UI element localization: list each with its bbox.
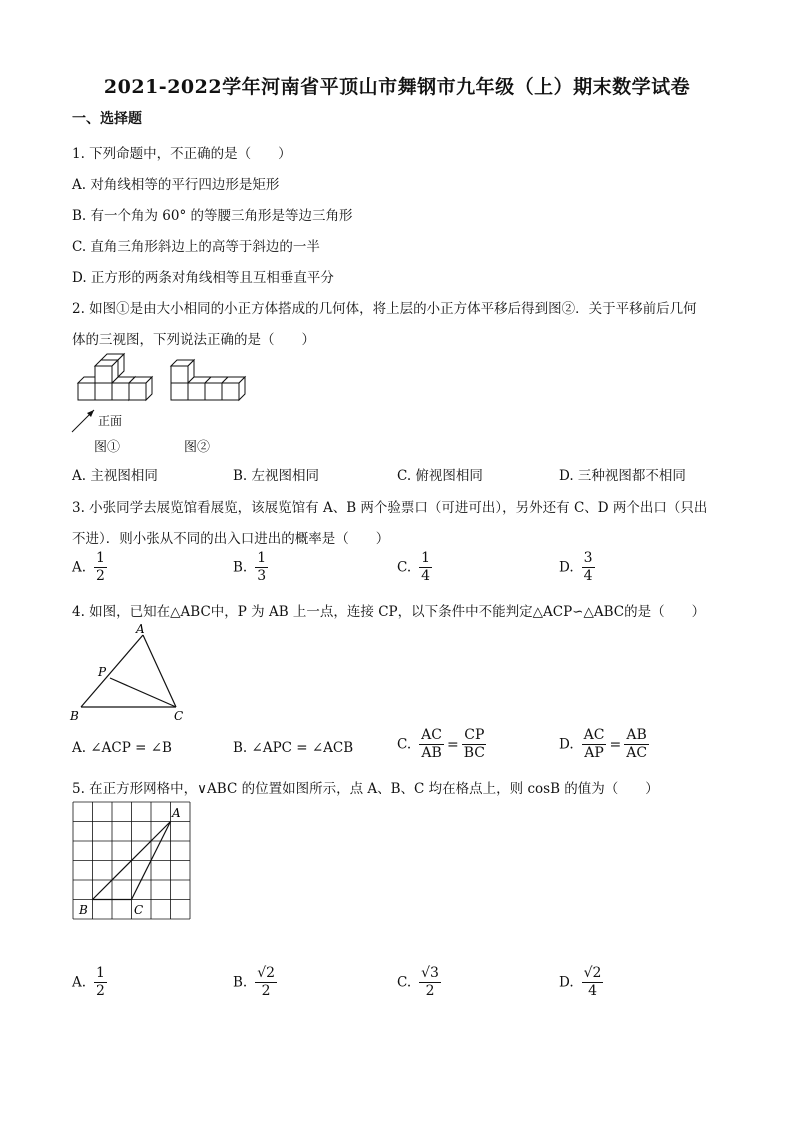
q2-option-a[interactable]: A. 主视图相同 bbox=[72, 468, 158, 484]
q4-c-frac1: $\frac{AC}{AB}$ bbox=[421, 727, 442, 762]
q5-d-fraction: $\frac{√2}{4}$ bbox=[583, 965, 602, 1000]
grid-point-b-label: B bbox=[79, 903, 88, 917]
q5-b-label: B. bbox=[233, 974, 248, 991]
q5-a-label: A. bbox=[72, 974, 87, 991]
figure2-caption: 图② bbox=[184, 440, 211, 455]
q5-stem: 5. 在正方形网格中，∨ABC 的位置如图所示，点 A、B、C 均在格点上，则 cosB 的值为（ ） bbox=[72, 781, 659, 797]
q3-a-label: A. bbox=[72, 559, 87, 576]
front-arrow-icon bbox=[72, 410, 94, 432]
q5-c-fraction: $\frac{√3}{2}$ bbox=[421, 965, 439, 1000]
q4-option-a[interactable]: A. ∠ACP = ∠B bbox=[72, 740, 172, 756]
q5-option-c[interactable] bbox=[397, 966, 441, 1000]
figure1-cubes bbox=[78, 354, 152, 400]
q4-d-frac2: $\frac{AB}{AC}$ bbox=[626, 727, 648, 762]
q4-option-c[interactable] bbox=[397, 728, 487, 762]
q1-stem: 1. 下列命题中，不正确的是（ ） bbox=[72, 146, 292, 162]
grid-point-c-label: C bbox=[134, 903, 144, 917]
q5-option-b[interactable] bbox=[233, 966, 277, 1000]
side-ab bbox=[81, 635, 143, 707]
q2-stem-line2: 体的三视图，下列说法正确的是（ ） bbox=[72, 332, 315, 348]
q3-option-d[interactable] bbox=[559, 551, 595, 585]
q3-a-fraction: $\frac{1}{2}$ bbox=[96, 550, 105, 585]
grid-point-a-label: A bbox=[172, 806, 181, 820]
q3-d-label: D. bbox=[559, 559, 574, 576]
q4-c-label: C. bbox=[397, 736, 412, 753]
q2-option-c[interactable]: C. 俯视图相同 bbox=[397, 468, 483, 484]
q4-triangle-figure bbox=[66, 620, 196, 725]
point-c-label: C bbox=[174, 709, 184, 723]
front-label: 正面 bbox=[98, 414, 123, 428]
q3-c-label: C. bbox=[397, 559, 412, 576]
q4-stem: 4. 如图，已知在△ABC中，P 为 AB 上一点，连接 CP，以下条件中不能判定△ACP∽△ABC的是（ ） bbox=[72, 604, 706, 620]
q1-option-a[interactable]: A. 对角线相等的平行四边形是矩形 bbox=[72, 177, 280, 193]
q3-b-label: B. bbox=[233, 559, 248, 576]
q3-d-fraction: $\frac{3}{4}$ bbox=[583, 550, 593, 585]
point-a-label: A bbox=[136, 622, 145, 636]
q5-a-fraction: $\frac{1}{2}$ bbox=[96, 965, 105, 1000]
q3-option-b[interactable] bbox=[233, 551, 268, 585]
q5-option-d[interactable] bbox=[559, 966, 603, 1000]
q4-d-eq: = bbox=[609, 736, 622, 753]
q4-option-d[interactable] bbox=[559, 728, 649, 762]
q5-d-label: D. bbox=[559, 974, 574, 991]
figure1-caption: 图① bbox=[94, 440, 121, 455]
q3-b-fraction: $\frac{1}{3}$ bbox=[257, 550, 267, 585]
q3-stem-line1: 3. 小张同学去展览馆看展览，该展览馆有 A、B 两个验票口（可进可出），另外还有 C、D 两个出口（只出 bbox=[72, 500, 708, 516]
segment-cp bbox=[110, 678, 176, 707]
q1-option-b[interactable]: B. 有一个角为 60° 的等腰三角形是等边三角形 bbox=[72, 208, 353, 224]
figure2-cubes bbox=[171, 360, 245, 400]
q3-option-c[interactable] bbox=[397, 551, 432, 585]
page-title: 2021-2022学年河南省平顶山市舞钢市九年级（上）期末数学试卷 bbox=[103, 76, 691, 98]
q4-d-label: D. bbox=[559, 736, 574, 753]
q4-option-b[interactable]: B. ∠APC = ∠ACB bbox=[233, 740, 354, 756]
q5-b-fraction: $\frac{√2}{2}$ bbox=[257, 965, 276, 1000]
q5-option-a[interactable] bbox=[72, 966, 107, 1000]
q2-option-d[interactable]: D. 三种视图都不相同 bbox=[559, 468, 686, 484]
section-heading: 一、选择题 bbox=[72, 111, 142, 127]
q4-c-frac2: $\frac{CP}{BC}$ bbox=[463, 727, 485, 762]
point-b-label: B bbox=[70, 709, 79, 723]
q3-stem-line2: 不进）．则小张从不同的出入口进出的概率是（ ） bbox=[72, 531, 390, 547]
q5-grid-figure bbox=[72, 801, 194, 923]
q1-option-c[interactable]: C. 直角三角形斜边上的高等于斜边的一半 bbox=[72, 239, 320, 255]
q5-c-label: C. bbox=[397, 974, 412, 991]
q2-option-b[interactable]: B. 左视图相同 bbox=[233, 468, 320, 484]
q3-c-fraction: $\frac{1}{4}$ bbox=[421, 550, 431, 585]
q4-d-frac1: $\frac{AC}{AP}$ bbox=[583, 727, 605, 762]
q4-c-eq: = bbox=[446, 736, 459, 753]
q1-option-d[interactable]: D. 正方形的两条对角线相等且互相垂直平分 bbox=[72, 270, 334, 286]
point-p-label: P bbox=[98, 665, 107, 679]
q2-stem-line1: 2. 如图①是由大小相同的小正方体搭成的几何体，将上层的小正方体平移后得到图②．关于平移前后几何 bbox=[72, 301, 697, 317]
side-ac bbox=[143, 635, 176, 707]
q3-option-a[interactable] bbox=[72, 551, 107, 585]
